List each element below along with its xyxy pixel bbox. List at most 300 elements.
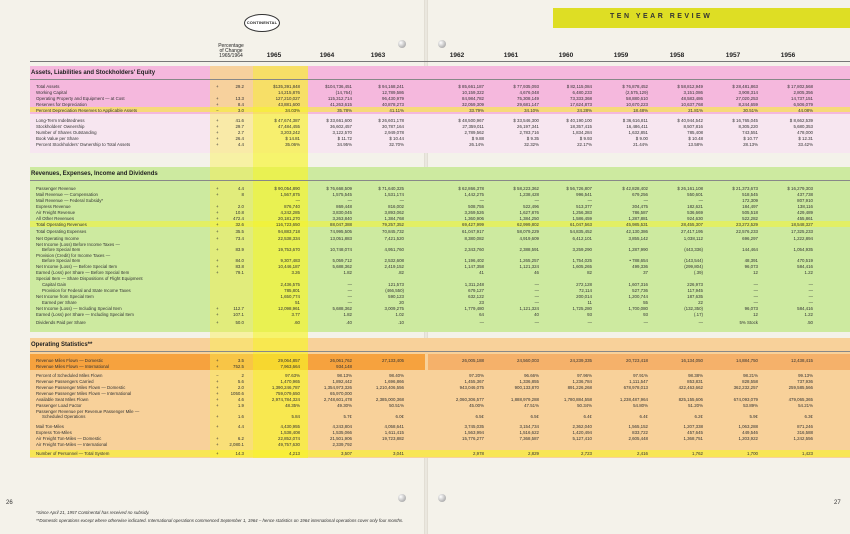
row-label: Mail Ton-Miles [36, 424, 64, 429]
value-cell: 272,128 [576, 282, 592, 287]
value-cell: 51 [295, 300, 300, 305]
value-cell: — [753, 288, 758, 293]
percent-sign: − [216, 373, 219, 378]
percent-sign: + [216, 229, 219, 234]
value-cell: 61,047,917 [462, 229, 484, 234]
value-cell: $ 33,661,600 [326, 118, 352, 123]
value-cell: 23,272,529 [736, 222, 758, 227]
value-cell: 54.80% [633, 403, 648, 408]
value-cell: 12,438,415 [791, 358, 813, 363]
value-cell: 825,155,606 [678, 397, 703, 402]
value-cell: 42,130,386 [626, 229, 648, 234]
binder-hole [438, 494, 446, 502]
value-cell: 26,005,188 [462, 358, 484, 363]
value-cell: 22,538,334 [278, 236, 300, 241]
value-cell: 45,985,531 [626, 222, 648, 227]
value-cell: 1,038,112 [683, 236, 703, 241]
row-label: Long-Term Indebtedness [36, 118, 85, 123]
value-cell: 49.30% [337, 403, 352, 408]
percent-sign: + [216, 136, 219, 141]
value-cell: 1,586,459 [572, 216, 592, 221]
value-cell: 97.63% [285, 373, 300, 378]
value-cell: 26.14% [469, 142, 484, 147]
percent-sign: + [216, 364, 219, 369]
year-header: 1963 [370, 52, 386, 59]
value-cell: 1,203,922 [738, 436, 758, 441]
value-cell: 1,336,855 [519, 379, 539, 384]
value-cell: 1,210,406,556 [375, 385, 404, 390]
value-cell: 26,061,762 [330, 358, 352, 363]
value-cell: 924,630 [687, 216, 703, 221]
value-cell: 679,127 [468, 288, 484, 293]
value-cell: 1,360,906 [464, 216, 484, 221]
value-cell: 934,148 [336, 364, 352, 369]
value-cell: 2,605,448 [628, 436, 648, 441]
value-cell: 40,878,273 [382, 102, 404, 107]
value-cell: 1,834,284 [572, 130, 592, 135]
value-cell: — [808, 288, 813, 293]
value-cell: 44.08% [798, 108, 813, 113]
percent-sign: + [216, 358, 219, 363]
value-cell: 743,551 [742, 130, 758, 135]
value-cell: 8,244,659 [738, 102, 758, 107]
value-cell: $ 36,616,811 [622, 118, 648, 123]
value-cell: 3.26 [291, 270, 300, 275]
percent-value: 2.0 [237, 204, 244, 209]
header-rule [30, 61, 850, 62]
row-label: Number of Shares Outstanding [36, 130, 97, 135]
value-cell: $ 28,481,863 [732, 84, 758, 89]
value-cell: 759,079,650 [275, 391, 300, 396]
value-cell: 785,408 [687, 130, 703, 135]
value-cell: 172,309 [742, 198, 758, 203]
value-cell: 32.70% [389, 142, 404, 147]
value-cell: 24,560,003 [517, 358, 539, 363]
value-cell: 536,669 [687, 210, 703, 215]
value-cell: 1,762 [692, 451, 703, 456]
value-cell: 1,311,248 [464, 282, 484, 287]
value-cell: 21.81% [688, 108, 703, 113]
value-cell: 6.2¢ [694, 414, 703, 419]
row-label: Passenger Revenue [36, 186, 76, 191]
value-cell: 121,573 [388, 282, 404, 287]
value-cell: 2,419,152 [384, 264, 404, 269]
value-cell: $ 10.77 [743, 136, 758, 141]
value-cell: $ 40,944,542 [677, 118, 703, 123]
value-cell: 518,545 [742, 192, 758, 197]
percent-value: 26.4 [235, 136, 244, 141]
value-cell: 1,238,428 [519, 192, 539, 197]
value-cell: 2,416 [637, 451, 648, 456]
section-title: Operating Statistics** [31, 342, 93, 348]
value-cell: 18,357,415 [570, 124, 592, 129]
value-cell: $ 56,726,807 [566, 186, 592, 191]
percent-sign: + [216, 216, 219, 221]
value-cell: 1,892,442 [332, 379, 352, 384]
value-cell: 55 [643, 300, 648, 305]
percent-value: 10.8 [235, 210, 244, 215]
value-cell: 457,645 [687, 430, 703, 435]
value-cell: 21.44% [633, 142, 648, 147]
value-cell: 226,973 [687, 282, 703, 287]
value-cell: $ 21,373,673 [732, 186, 758, 191]
value-cell: 24,239,335 [570, 358, 592, 363]
value-cell: — [587, 320, 592, 325]
value-cell: — [295, 198, 300, 203]
value-cell: $ 33,546,300 [513, 118, 539, 123]
value-cell: 362,232,257 [733, 385, 758, 390]
value-cell: 22 [698, 300, 703, 305]
value-cell: 455,861 [797, 216, 813, 221]
value-cell: 54.21% [798, 403, 813, 408]
value-cell: 27,417,195 [681, 229, 703, 234]
year-header: 1961 [503, 52, 519, 59]
row-label: Earned per Share [42, 300, 77, 305]
value-cell: (443,336) [684, 247, 703, 252]
value-cell: 2,789,562 [464, 130, 484, 135]
value-cell: 182,621 [687, 204, 703, 209]
value-cell: 1,147,358 [464, 264, 484, 269]
value-cell: 10,446,187 [278, 264, 300, 269]
value-cell: 1,538,408 [280, 430, 300, 435]
value-cell: 499,336 [632, 264, 648, 269]
value-cell: 97.20% [469, 373, 484, 378]
value-cell: — [347, 300, 352, 305]
year-header: 1960 [558, 52, 574, 59]
value-cell: 49,757,630 [278, 442, 300, 447]
row-label: Operating Property and Equipment — at Cost [36, 96, 125, 101]
value-cell: 5.9¢ [749, 414, 758, 419]
percent-value: 112.7 [233, 306, 244, 311]
value-cell: 32.32% [524, 142, 539, 147]
value-cell: 3,263,840 [332, 216, 352, 221]
percent-sign: + [216, 130, 219, 135]
value-cell: 3,009,275 [384, 306, 404, 311]
row-label: Net Income (Loss) — Before Special Item [36, 264, 118, 269]
value-cell: 98.21% [743, 373, 758, 378]
value-cell: 74,995,505 [330, 229, 352, 234]
value-cell: 22.17% [577, 142, 592, 147]
value-cell: 3,855,142 [628, 236, 648, 241]
value-cell: 1,207,338 [683, 424, 703, 429]
value-cell: 2,436,575 [280, 282, 300, 287]
row-label: Revenue Miles Flown — International [36, 364, 109, 369]
row-label: Passenger Revenue per Revenue Passenger Mile — [36, 409, 140, 414]
percent-sign: + [216, 403, 219, 408]
value-cell: 61,047,563 [570, 222, 592, 227]
value-cell: — [347, 198, 352, 203]
value-cell: .10 [397, 320, 404, 325]
value-cell: 115,312,714 [327, 96, 352, 101]
value-cell: 10,637,768 [681, 102, 703, 107]
value-cell: 72,114 [578, 288, 592, 293]
binder-hole [438, 40, 446, 48]
percent-change-header: 1965/1964 [219, 53, 243, 59]
value-cell: 2,532,608 [384, 258, 404, 263]
value-cell: $ 11.72 [337, 136, 352, 141]
binder-hole [398, 40, 406, 48]
value-cell: 584,416 [797, 264, 813, 269]
value-cell: 22,852,074 [278, 436, 300, 441]
value-cell: 27,133,405 [382, 358, 404, 363]
value-cell: 1,287,990 [628, 247, 648, 252]
value-cell: 3,745,035 [464, 424, 484, 429]
value-cell: 14,737,151 [791, 96, 813, 101]
year-header: 1957 [725, 52, 741, 59]
row-label: Provision (Credit) for Income Taxes — [36, 253, 111, 258]
percent-sign: + [216, 118, 219, 123]
value-cell: 2,974,784,324 [271, 397, 300, 402]
value-cell: — [698, 198, 703, 203]
row-label: Earned (Loss) per Share — Before Special Item [36, 270, 130, 275]
value-cell: $ 14.81 [285, 136, 300, 141]
value-cell: 20 [399, 300, 404, 305]
value-cell: 1,063,288 [738, 424, 758, 429]
value-cell: 1,455,367 [464, 379, 484, 384]
value-cell: 35.06% [285, 142, 300, 147]
value-cell: $ 16,279,303 [787, 186, 813, 191]
year-header: 1965 [266, 52, 282, 59]
value-cell: 4,676,048 [519, 90, 539, 95]
value-cell: 117,945 [687, 288, 703, 293]
value-cell: 678,978,013 [623, 385, 648, 390]
value-cell: 1.02 [395, 312, 404, 317]
value-cell: 26,197,341 [517, 124, 539, 129]
value-cell: 3,259,290 [572, 247, 592, 252]
value-cell: $ 82,115,084 [566, 84, 592, 89]
percent-change-header: of Change [219, 48, 243, 54]
percent-value: 752.5 [233, 364, 244, 369]
value-cell: 99.13% [798, 373, 813, 378]
section-rule [30, 79, 850, 80]
value-cell: $ 17,802,568 [787, 84, 813, 89]
page-number-left: 26 [6, 500, 13, 506]
percent-value: 1.6 [237, 414, 244, 419]
value-cell: $135,391,848 [273, 84, 300, 89]
value-cell: 3.77 [291, 312, 300, 317]
value-cell: 34.03% [285, 108, 300, 113]
percent-value: 3.5 [237, 358, 244, 363]
value-cell: 259,585,566 [788, 385, 813, 390]
percent-sign: + [216, 192, 219, 197]
value-cell: .60 [293, 320, 300, 325]
value-cell: 58,079,229 [517, 229, 539, 234]
value-cell: 550,601 [687, 192, 703, 197]
value-cell: 1,700 [747, 451, 758, 456]
value-cell: 40 [534, 312, 539, 317]
value-cell: 674,093,079 [733, 397, 758, 402]
value-cell: 422,463,662 [678, 385, 703, 390]
value-cell: 1,222,894 [793, 236, 813, 241]
value-cell: 36,602,457 [330, 124, 352, 129]
value-cell: — [753, 294, 758, 299]
value-cell: 19,753,670 [278, 247, 300, 252]
percent-value: 73.4 [235, 236, 244, 241]
value-cell: 891,226,268 [567, 385, 592, 390]
value-cell: 97.91% [633, 373, 648, 378]
percent-value: 3.0 [237, 108, 244, 113]
row-label: Number of Personnel — Total System [36, 451, 110, 456]
value-cell: — [643, 320, 648, 325]
value-cell: $ 10.44 [389, 136, 404, 141]
value-cell: 144,464 [742, 247, 758, 252]
value-cell: 35.78% [337, 108, 352, 113]
binder-hole [398, 494, 406, 502]
percent-sign: + [216, 258, 219, 263]
percent-sign: + [216, 124, 219, 129]
value-cell: 1,256,383 [572, 210, 592, 215]
value-cell: 70,845,732 [382, 229, 404, 234]
value-cell: — [479, 320, 484, 325]
row-label: Net Income (Loss) — Including Special Item [36, 306, 122, 311]
percent-sign: + [216, 414, 219, 419]
value-cell: $ 8,662,539 [789, 118, 813, 123]
value-cell: — [534, 288, 539, 293]
value-cell: 41.11% [389, 108, 404, 113]
value-cell: 1,196,402 [464, 258, 484, 263]
value-cell: 94,883,718 [278, 229, 300, 234]
page-number-right: 27 [834, 500, 841, 506]
value-cell: 6.4¢ [639, 414, 648, 419]
percent-value: 2.0 [237, 385, 244, 390]
percent-value: 2 [241, 373, 244, 378]
value-cell: 1,470,965 [280, 379, 300, 384]
footnote: **Domestic operations except where otherwise indicated. International operations commenced September 1, 1964 – hence statistics on 1964 international operations cover only four months. [36, 518, 404, 523]
value-cell: 43,881,600 [278, 102, 300, 107]
value-cell: — [808, 300, 813, 305]
percent-value: 29.7 [235, 124, 244, 129]
value-cell: 1,121,324 [519, 306, 539, 311]
value-cell: — [534, 282, 539, 287]
value-cell: $ 40,190,100 [566, 118, 592, 123]
value-cell: 15,776,277 [462, 436, 484, 441]
percent-value: 83.8 [235, 264, 244, 269]
value-cell: 3,269,526 [464, 210, 484, 215]
value-cell: 470,519 [797, 258, 813, 263]
value-cell: 37 [643, 270, 648, 275]
row-label: Before Special Item [42, 247, 81, 252]
percent-sign: + [216, 222, 219, 227]
value-cell: — [698, 320, 703, 325]
percent-sign: + [216, 451, 219, 456]
value-cell: 1,054,935 [793, 247, 813, 252]
row-label: Total Operating Expenses [36, 229, 87, 234]
value-cell: 51.20% [688, 403, 703, 408]
value-cell: $104,736,451 [325, 84, 352, 89]
percent-value: 13.3 [235, 96, 244, 101]
value-cell: 75,308,149 [517, 96, 539, 101]
value-cell: 98.38% [688, 373, 703, 378]
value-cell: $ 71,640,325 [378, 186, 404, 191]
value-cell: $ 62,866,378 [458, 186, 484, 191]
percent-sign: + [216, 102, 219, 107]
value-cell: 8,305,220 [738, 124, 758, 129]
value-cell: $ 48,500,967 [458, 118, 484, 123]
value-cell: 1,420,494 [572, 430, 592, 435]
value-cell: 12,789,586 [382, 90, 404, 95]
value-cell: 1,368,751 [683, 436, 703, 441]
value-cell: 1,605,265 [572, 264, 592, 269]
percent-value: 79.1 [235, 270, 244, 275]
value-cell: 505,518 [742, 210, 758, 215]
value-cell: 876,740 [284, 204, 300, 209]
value-cell: 1,575,545 [332, 192, 352, 197]
row-label: Reserves for Depreciation [36, 102, 87, 107]
value-cell: — [479, 198, 484, 203]
value-cell: 98.40% [389, 373, 404, 378]
row-label: Capital Gain [42, 282, 67, 287]
value-cell: 18,548,327 [791, 222, 813, 227]
value-cell: 7,963,664 [280, 364, 300, 369]
value-cell: 30.51% [743, 108, 758, 113]
value-cell: 10,670,223 [626, 102, 648, 107]
value-cell: 2,362,040 [572, 424, 592, 429]
row-label: Percent Depreciation Reserves to Applicable Assets [36, 108, 138, 113]
value-cell: 5,688,362 [332, 306, 352, 311]
percent-value: 8 [241, 192, 244, 197]
year-header: 1962 [449, 52, 465, 59]
percent-sign: + [216, 320, 219, 325]
value-cell: 1,567,875 [280, 192, 300, 197]
value-cell: 4,243,804 [332, 424, 352, 429]
value-cell: 1,700,080 [628, 306, 648, 311]
percent-sign: + [216, 264, 219, 269]
value-cell: 6.5¢ [530, 414, 539, 419]
value-cell: 6,412,101 [572, 236, 592, 241]
row-label: Mail Revenue — Federal Subsidy* [36, 198, 104, 203]
value-cell: 96,073 [744, 306, 758, 311]
value-cell: 82 [587, 270, 592, 275]
value-cell: 32,059,309 [462, 102, 484, 107]
value-cell: 2,388,591 [519, 247, 539, 252]
value-cell: 138,116 [797, 204, 813, 209]
value-cell: 479,065,365 [788, 397, 813, 402]
value-cell: 4,919,609 [519, 236, 539, 241]
year-header: 1959 [613, 52, 629, 59]
value-cell: 79,257,352 [382, 222, 404, 227]
value-cell: $ 26,161,108 [677, 186, 703, 191]
row-label: Air Freight Ton-Miles — International [36, 442, 108, 447]
value-cell: 429,489 [797, 210, 813, 215]
value-cell: 28,455,307 [681, 222, 703, 227]
value-cell: 1,111,547 [629, 379, 648, 384]
value-cell: (2,575,129) [625, 90, 648, 95]
value-cell: 47,484,455 [278, 124, 300, 129]
value-cell: 27,359,011 [462, 124, 484, 129]
row-label: Express Ton-Miles [36, 430, 72, 435]
value-cell: 14,884,750 [736, 358, 758, 363]
percent-sign: + [216, 379, 219, 384]
company-logo: CONTINENTAL [244, 14, 280, 32]
row-label: Express Revenue [36, 204, 71, 209]
value-cell: 33.79% [469, 108, 484, 113]
value-cell: 3,203,242 [280, 130, 300, 135]
value-cell: 184,497 [742, 204, 758, 209]
row-label: Net Income from Special Item [36, 294, 94, 299]
value-cell: 62,999,802 [517, 222, 539, 227]
value-cell: 785,801 [284, 288, 300, 293]
value-cell: 1,287,881 [628, 216, 648, 221]
percent-sign: + [216, 424, 219, 429]
value-cell: 1,516,622 [519, 430, 539, 435]
value-cell: 12,098,961 [278, 306, 300, 311]
value-cell: — [753, 282, 758, 287]
value-cell: 522,496 [523, 204, 539, 209]
value-cell: 18.48% [633, 108, 648, 113]
value-cell: 1,563,994 [464, 430, 484, 435]
value-cell: 1,265,257 [519, 258, 539, 263]
row-label: Revenue Passenger Miles Flown — Domestic [36, 385, 126, 390]
